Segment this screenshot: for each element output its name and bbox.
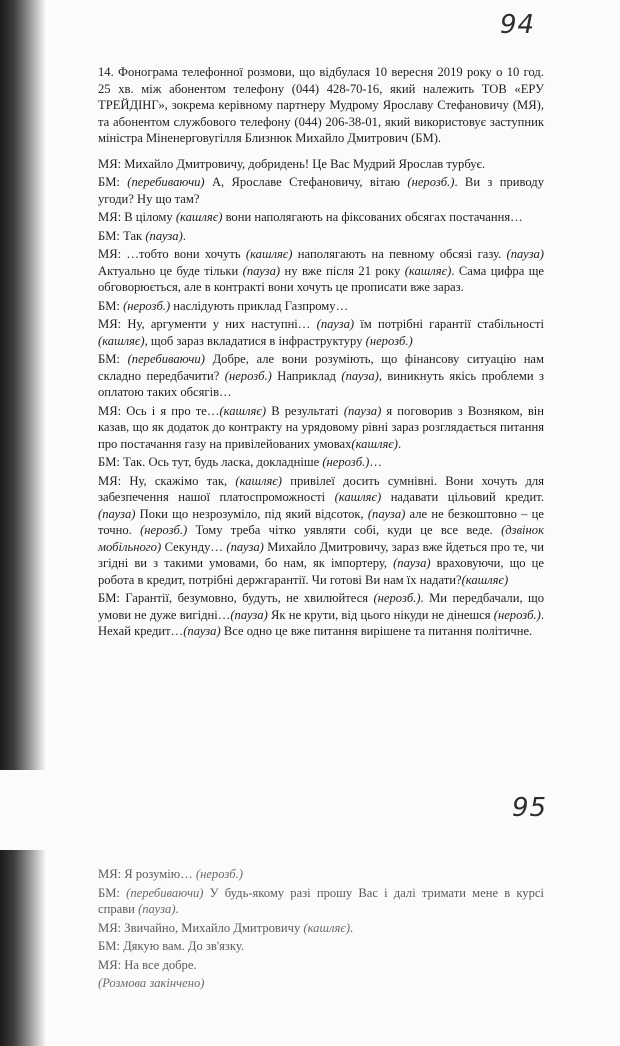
stage-direction: (нерозб.) xyxy=(195,867,243,881)
transcript-lower xyxy=(98,866,544,994)
utterance-text: . xyxy=(398,436,402,451)
stage-direction: (пауза) xyxy=(145,228,183,243)
utterance-text: . Сама цифра ще обговорюється, але в контракті вони хочуть це прописати вже зараз. xyxy=(98,263,545,294)
utterance-text: Так xyxy=(119,228,146,243)
dialogue-line xyxy=(98,246,544,296)
stage-direction: (пауза) xyxy=(242,263,281,278)
transcript-upper xyxy=(98,64,544,642)
stage-direction: (нерозб.) xyxy=(322,455,370,469)
utterance-text: , виникнуть якісь проблеми з оплатою таких обсягів… xyxy=(98,368,544,399)
speaker-label: МЯ: xyxy=(98,920,122,935)
scan-edge-gap xyxy=(0,770,46,850)
speaker-label: БМ: xyxy=(98,175,120,189)
speaker-label: МЯ: xyxy=(98,403,122,418)
stage-direction: (нерозб.) xyxy=(224,368,272,383)
stage-direction: (нерозб.) xyxy=(140,523,188,537)
utterance-text: Гарантії, безумовно, будуть, не хвилюйтеся xyxy=(119,591,374,605)
speaker-label: БМ: xyxy=(98,455,120,469)
utterance-text: . xyxy=(175,902,179,916)
utterance-text: Михайло Дмитровичу, добридень! Це Вас Мудрий Ярослав турбує. xyxy=(121,156,486,171)
stage-direction: (кашляє) xyxy=(461,572,509,587)
utterance-text: Я розумію… xyxy=(121,867,196,881)
dialogue-line xyxy=(98,403,544,453)
stage-direction: (перебиваючи) xyxy=(127,175,205,189)
speaker-label: МЯ: xyxy=(98,867,122,881)
utterance-text: враховуючи, що це робота в кредит, потрібні держгарантії. Чи готові Ви нам їх надати? xyxy=(98,556,544,587)
speaker-label: МЯ: xyxy=(98,210,122,224)
transcript-heading: 14. Фонограма телефонної розмови, що відбулася 10 вересня 2019 року о 10 год. 25 хв. між абонентом телефону (044) 428-70-16, який належить ТОВ «ЕРУ ТРЕЙДІНГ», зокрема керівному партнеру Мудрому Ярославу Стефановичу (МЯ), та абонентом службового телефону (044) 206-38-01, який використовує заступник міністра Міненерговугілля Близнюк Михайло Дмитрович (БМ). xyxy=(98,65,544,145)
utterance-text: Так. Ось тут, будь ласка, докладніше xyxy=(119,455,323,469)
stage-direction: (нерозб.) xyxy=(407,175,455,189)
dialogue-line xyxy=(98,351,544,401)
dialogue-line xyxy=(98,174,544,207)
stage-direction: (пауза) xyxy=(367,506,406,521)
stage-direction: (пауза) xyxy=(183,624,221,638)
stage-direction: (кашляє) xyxy=(175,210,223,224)
stage-direction: (кашляє) xyxy=(351,436,398,451)
stage-direction: (дзвінок мобільного) xyxy=(98,523,544,554)
stage-direction: (кашляє) xyxy=(219,403,267,418)
stage-direction: (нерозб.) xyxy=(123,298,171,313)
utterance-text: Секунду… xyxy=(161,539,227,554)
stage-direction: (кашляє) xyxy=(303,920,351,935)
utterance-text: Тому треба чітко уявляти собі, куди це все веде. xyxy=(187,523,502,537)
utterance-text: вони наполягають на фіксованих обсягах постачання… xyxy=(222,210,523,224)
utterance-text: В цілому xyxy=(121,210,176,224)
stage-direction: (нерозб.) xyxy=(493,607,541,622)
utterance-text: ну вже після 21 року xyxy=(280,263,405,278)
utterance-text: Як не крути, від цього нікуди не дінешся xyxy=(267,607,494,622)
utterance-text: Ну, аргументи у них наступні… xyxy=(121,317,317,331)
stage-direction: (пауза) xyxy=(230,607,268,622)
utterance-text: надавати цільовий кредит. xyxy=(381,490,544,504)
utterance-text: Дякую вам. До зв'язку. xyxy=(119,939,245,953)
closing-note: (Розмова закінчено) xyxy=(98,976,205,990)
dialogue-line xyxy=(98,209,544,226)
dialogue-line xyxy=(98,473,544,589)
dialogue-line xyxy=(98,957,544,974)
stage-direction: (пауза) xyxy=(226,539,264,554)
utterance-text: . Ви з приводу угоди? Ну що там? xyxy=(98,175,544,206)
stage-direction: (кашляє) xyxy=(235,473,282,488)
utterance-text: наслідують приклад Газпрому… xyxy=(170,298,349,313)
page-number-top: 94 xyxy=(500,10,536,40)
stage-direction: (кашляє) xyxy=(98,333,145,348)
speaker-label: МЯ: xyxy=(98,317,122,331)
utterance-text: Наприклад xyxy=(271,368,342,383)
speaker-label: МЯ: xyxy=(98,156,122,171)
utterance-text: Ось і я про те… xyxy=(121,403,220,418)
stage-direction: (пауза) xyxy=(341,368,379,383)
stage-direction: (кашляє) xyxy=(334,490,382,504)
utterance-text: …тобто вони хочуть xyxy=(121,247,246,261)
utterance-text: Ну, скажімо так, xyxy=(121,473,236,488)
utterance-text: їм потрібні гарантії стабільності xyxy=(354,317,544,331)
speaker-label: БМ: xyxy=(98,591,120,605)
stage-direction: (перебиваючи) xyxy=(127,352,205,366)
dialogue-continued xyxy=(98,866,544,973)
speaker-label: БМ: xyxy=(98,228,120,243)
dialogue-line xyxy=(98,866,544,883)
speaker-label: БМ: xyxy=(98,885,120,900)
utterance-text: На все добре. xyxy=(121,957,197,972)
dialogue-line xyxy=(98,316,544,349)
dialogue-line xyxy=(98,228,544,245)
stage-direction: (нерозб.) xyxy=(365,333,413,348)
speaker-label: БМ: xyxy=(98,352,120,366)
utterance-text: В результаті xyxy=(266,403,344,418)
stage-direction: (пауза) xyxy=(98,506,136,521)
utterance-text: , щоб зараз вкладатися в інфраструктуру xyxy=(144,333,366,348)
dialogue-line xyxy=(98,920,544,937)
stage-direction: (пауза) xyxy=(506,247,544,261)
speaker-label: БМ: xyxy=(98,298,120,313)
utterance-text: . xyxy=(182,228,186,243)
dialogue-line xyxy=(98,454,544,471)
utterance-text: Михайло Дмитровичу, зараз вже йдеться про те, чи згідні ви з такими умовами, бо нам, як імпортеру, xyxy=(98,539,544,570)
stage-direction: (пауза) xyxy=(316,317,355,331)
stage-direction: (пауза) xyxy=(138,902,176,916)
dialogue-line xyxy=(98,298,544,315)
stage-direction: (кашляє) xyxy=(404,263,452,278)
dialogue xyxy=(98,156,544,640)
scan-shadow-edge xyxy=(0,0,46,1046)
utterance-text: але не безкоштовно – це точно. xyxy=(98,506,544,537)
utterance-text: Звичайно, Михайло Дмитровичу xyxy=(121,920,304,935)
stage-direction: (нерозб.) xyxy=(373,591,421,605)
utterance-text xyxy=(120,352,128,366)
utterance-text: я поговорив з Возняком, він казав, що як додаток до контракту на урядовому рівні зараз розглядається питання про постачання газу на привілейованих умовах xyxy=(98,403,545,451)
speaker-label: МЯ: xyxy=(98,473,122,488)
stage-direction: (кашляє) xyxy=(245,247,293,261)
utterance-text: У будь-якому разі прошу Вас і далі тримати мене в курсі справи xyxy=(98,885,544,916)
utterance-text: … xyxy=(369,455,382,469)
utterance-text: Поки що незрозуміло, під який відсоток, xyxy=(135,506,368,521)
stage-direction: (пауза) xyxy=(343,403,382,418)
speaker-label: МЯ: xyxy=(98,957,122,972)
dialogue-line xyxy=(98,590,544,640)
utterance-text: Добре, але вони розуміють, що фінансову ситуацію нам складно передбачити? xyxy=(98,352,544,383)
dialogue-line xyxy=(98,885,544,918)
stage-direction: (пауза) xyxy=(393,556,431,570)
speaker-label: МЯ: xyxy=(98,247,122,261)
speaker-label: БМ: xyxy=(98,939,120,953)
dialogue-line xyxy=(98,156,544,173)
utterance-text: . xyxy=(350,920,354,935)
utterance-text: Все одно це вже питання вирішене та питання політичне. xyxy=(220,624,533,638)
utterance-text: . Ми передбачали, що умови не дуже вигідні… xyxy=(98,591,544,622)
utterance-text: А, Ярославе Стефановичу, вітаю xyxy=(204,175,408,189)
utterance-text: привілеї досить сумнівні. Вони хочуть для забезпечення нашої платоспроможності xyxy=(98,473,544,504)
utterance-text: наполягають на певному обсязі газу. xyxy=(292,247,507,261)
utterance-text: . Нехай кредит… xyxy=(98,607,544,638)
dialogue-line xyxy=(98,938,544,955)
utterance-text: Актуально це буде тільки xyxy=(98,263,243,278)
page-number-second: 95 xyxy=(512,793,548,823)
stage-direction: (перебиваючи) xyxy=(126,885,204,900)
